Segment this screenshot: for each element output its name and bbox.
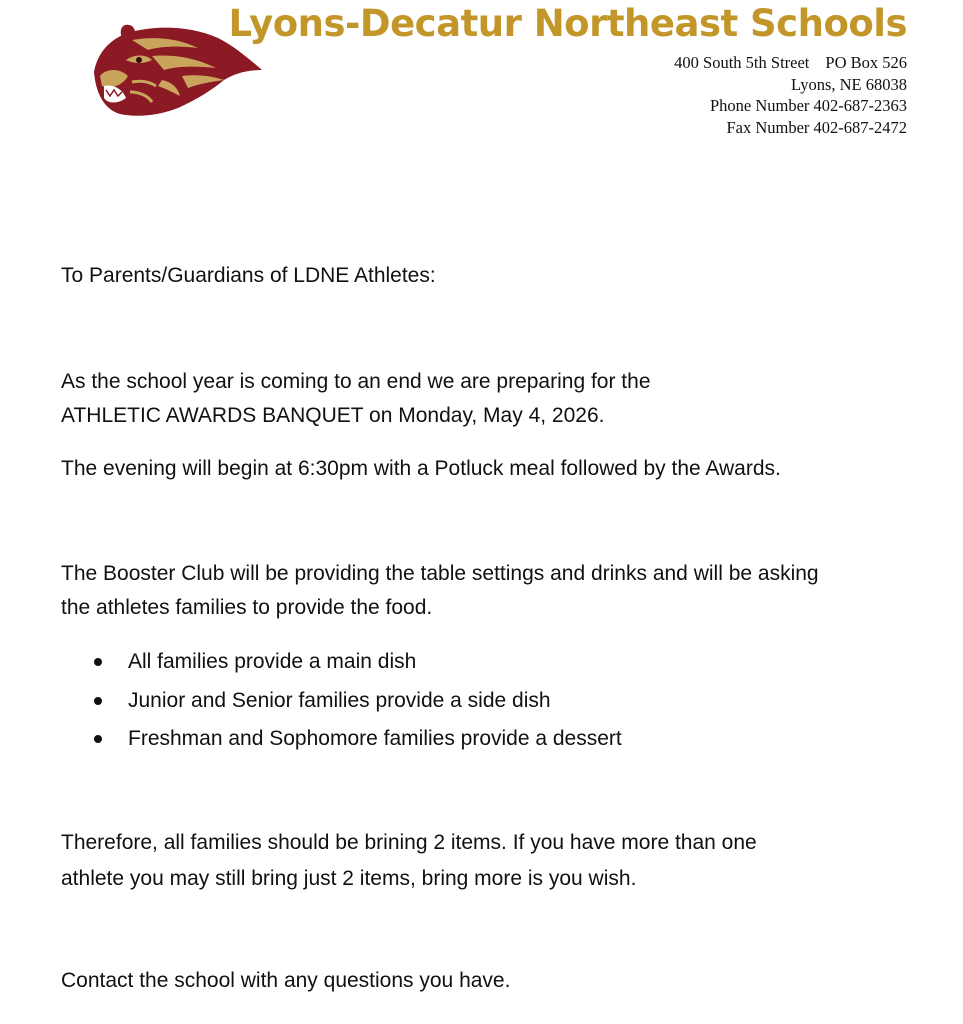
therefore-line-1: Therefore, all families should be brining 2 items. If you have more than one: [61, 831, 757, 854]
list-item-text: Junior and Senior families provide a side dish: [128, 688, 551, 712]
evening-schedule: The evening will begin at 6:30pm with a Potluck meal followed by the Awards.: [61, 457, 781, 480]
booster-line-1: The Booster Club will be providing the table settings and drinks and will be asking: [61, 562, 819, 585]
bullet-icon: [94, 735, 102, 743]
school-address-block: [674, 52, 907, 138]
list-item: [61, 645, 622, 684]
list-item-text: Freshman and Sophomore families provide a dessert: [128, 727, 622, 750]
list-item-text: All families provide a main dish: [128, 650, 417, 673]
street-address: 400 South 5th Street: [674, 53, 810, 72]
phone-number: Phone Number 402-687-2363: [709, 96, 907, 115]
intro-line-1: As the school year is coming to an end we are preparing for the: [61, 370, 651, 393]
salutation: To Parents/Guardians of LDNE Athletes:: [61, 264, 436, 287]
booster-line-2: the athletes families to provide the food.: [61, 596, 433, 619]
list-item: [61, 684, 622, 723]
school-name: Lyons-Decatur Northeast Schools: [228, 2, 907, 45]
contact-line: Contact the school with any questions you have.: [61, 969, 511, 992]
food-assignment-list: [61, 645, 622, 761]
bullet-icon: [94, 658, 102, 666]
city-state-zip: Lyons, NE 68038: [791, 74, 907, 94]
intro-line-2: ATHLETIC AWARDS BANQUET on Monday, May 4, 2026.: [61, 404, 605, 427]
therefore-line-2: athlete you may still bring just 2 items, bring more is you wish.: [61, 867, 637, 890]
po-box: PO Box 526: [825, 53, 907, 72]
street-line: [674, 52, 907, 74]
bullet-icon: [94, 697, 102, 705]
list-item: [61, 722, 622, 761]
fax-number: Fax Number 402-687-2472: [726, 117, 907, 137]
